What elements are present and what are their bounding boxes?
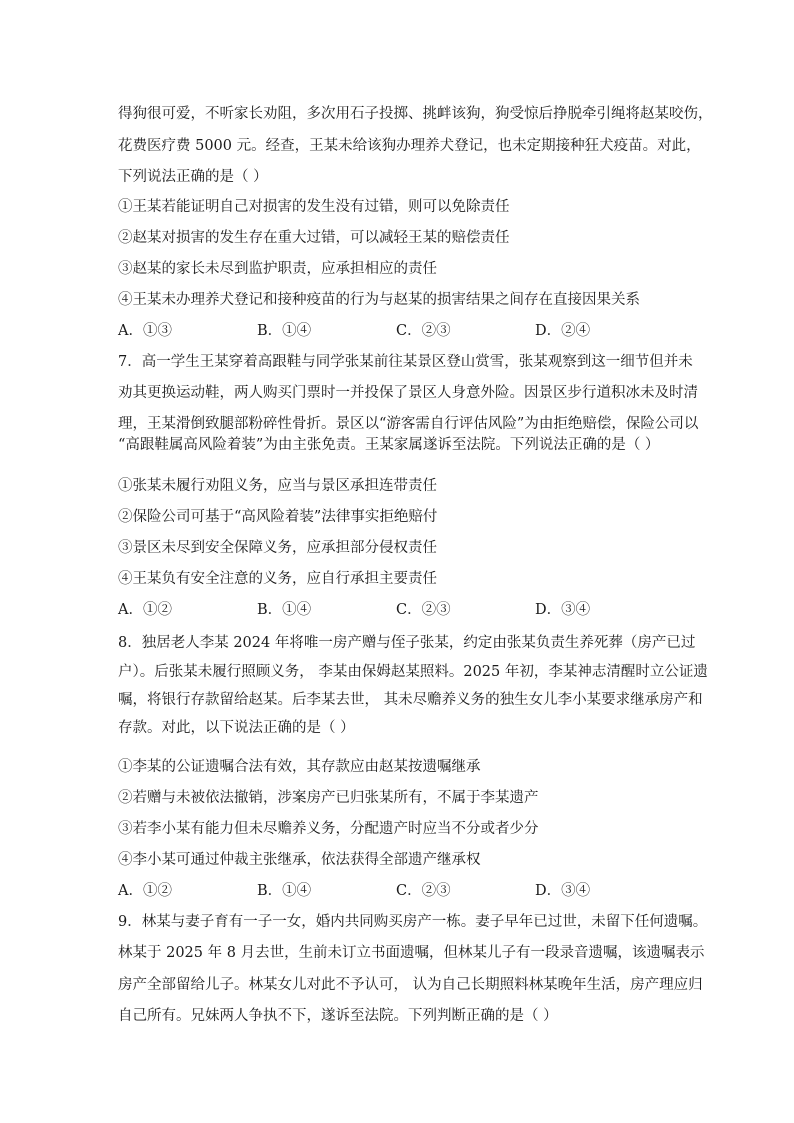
q8-choice-d[interactable]: D．③④ <box>535 883 591 899</box>
q6-stem-line-3: 下列说法正确的是（ ） <box>118 169 268 185</box>
q9-stem-line-3: 房产全部留给儿子。林某女儿对此不予认可， 认为自己长期照料林某晚年生活，房产理应归 <box>118 977 703 993</box>
q6-choice-a[interactable]: A．①③ <box>118 323 172 339</box>
q6-stem-line-2: 花费医疗费 5000 元。经查，王某未给该狗办理养犬登记，也未定期接种狂犬疫苗。对此， <box>118 138 701 154</box>
q8-choice-c[interactable]: C．②③ <box>396 883 451 899</box>
q7-stem-line-2: 劝其更换运动鞋，两人购买门票时一并投保了景区人身意外险。因景区步行道积冰未及时清 <box>118 385 698 401</box>
q7-statement-1: ①张某未履行劝阻义务，应当与景区承担连带责任 <box>118 478 437 494</box>
q9-stem-line-4: 自己所有。兄妹两人争执不下，遂诉至法院。下列判断正确的是（ ） <box>118 1008 558 1024</box>
q7-statement-3: ③景区未尽到安全保障义务，应承担部分侵权责任 <box>118 540 437 556</box>
q8-stem-line-3: 嘱，将银行存款留给赵某。后李某去世， 其未尽赡养义务的独生女儿李小某要求继承房产和 <box>118 692 703 708</box>
q6-statement-2: ②赵某对损害的发生存在重大过错，可以减轻王某的赔偿责任 <box>118 230 510 246</box>
q8-stem-line-2: 户）。后张某未履行照顾义务， 李某由保姆赵某照料。2025 年初，李某神志清醒时立公证遗 <box>118 664 708 680</box>
q6-choice-c[interactable]: C．②③ <box>396 323 451 339</box>
q8-statement-3: ③若李小某有能力但未尽赡养义务，分配遗产时应当不分或者少分 <box>118 821 539 837</box>
q8-stem-line-4: 存款。对此，以下说法正确的是（ ） <box>118 720 355 736</box>
q8-answer-choices <box>118 881 678 901</box>
q7-choice-c[interactable]: C．②③ <box>396 602 451 618</box>
q8-statement-4: ④李小某可通过仲裁主张继承，依法获得全部遗产继承权 <box>118 852 481 868</box>
q9-stem-line-2: 林某于 2025 年 8 月去世，生前未订立书面遗嘱，但林某儿子有一段录音遗嘱，该遗嘱表示 <box>118 945 705 961</box>
q6-choice-b[interactable]: B．①④ <box>257 323 312 339</box>
q7-stem-line-4: “高跟鞋属高风险着装”为由主张免责。王某家属遂诉至法院。下列说法正确的是（ ） <box>118 437 660 453</box>
q7-stem-line-3: 理，王某滑倒致腿部粉碎性骨折。景区以“游客需自行评估风险”为由拒绝赔偿，保险公司以 <box>118 416 699 432</box>
q8-choice-b[interactable]: B．①④ <box>257 883 312 899</box>
q7-statement-4: ④王某负有安全注意的义务，应自行承担主要责任 <box>118 571 437 587</box>
q6-stem-line-1: 得狗很可爱，不听家长劝阻，多次用石子投掷、挑衅该狗，狗受惊后挣脱牵引绳将赵某咬伤， <box>118 106 713 122</box>
q7-choice-b[interactable]: B．①④ <box>257 602 312 618</box>
q7-answer-choices <box>118 600 678 620</box>
q8-statement-1: ①李某的公证遗嘱合法有效，其存款应由赵某按遗嘱继承 <box>118 759 481 775</box>
q7-statement-2: ②保险公司可基于“高风险着装”法律事实拒绝赔付 <box>118 509 438 525</box>
q6-statement-1: ①王某若能证明自己对损害的发生没有过错，则可以免除责任 <box>118 199 510 215</box>
q8-choice-a[interactable]: A．①② <box>118 883 172 899</box>
q7-choice-d[interactable]: D．③④ <box>535 602 591 618</box>
q9-stem-line-1: 9．林某与妻子育有一子一女，婚内共同购买房产一栋。妻子早年已过世，未留下任何遗嘱。 <box>118 914 708 930</box>
q7-stem-line-1: 7．高一学生王某穿着高跟鞋与同学张某前往某景区登山赏雪，张某观察到这一细节但并未 <box>118 354 693 370</box>
q6-answer-choices <box>118 321 678 341</box>
q6-statement-3: ③赵某的家长未尽到监护职责，应承担相应的责任 <box>118 261 437 277</box>
q8-statement-2: ②若赠与未被依法撤销，涉案房产已归张某所有，不属于李某遗产 <box>118 790 539 806</box>
q6-choice-d[interactable]: D．②④ <box>535 323 591 339</box>
q8-stem-line-1: 8．独居老人李某 2024 年将唯一房产赠与侄子张某，约定由张某负责生养死葬（房产已过 <box>118 635 696 651</box>
q7-choice-a[interactable]: A．①② <box>118 602 172 618</box>
q6-statement-4: ④王某未办理养犬登记和接种疫苗的行为与赵某的损害结果之间存在直接因果关系 <box>118 292 640 308</box>
